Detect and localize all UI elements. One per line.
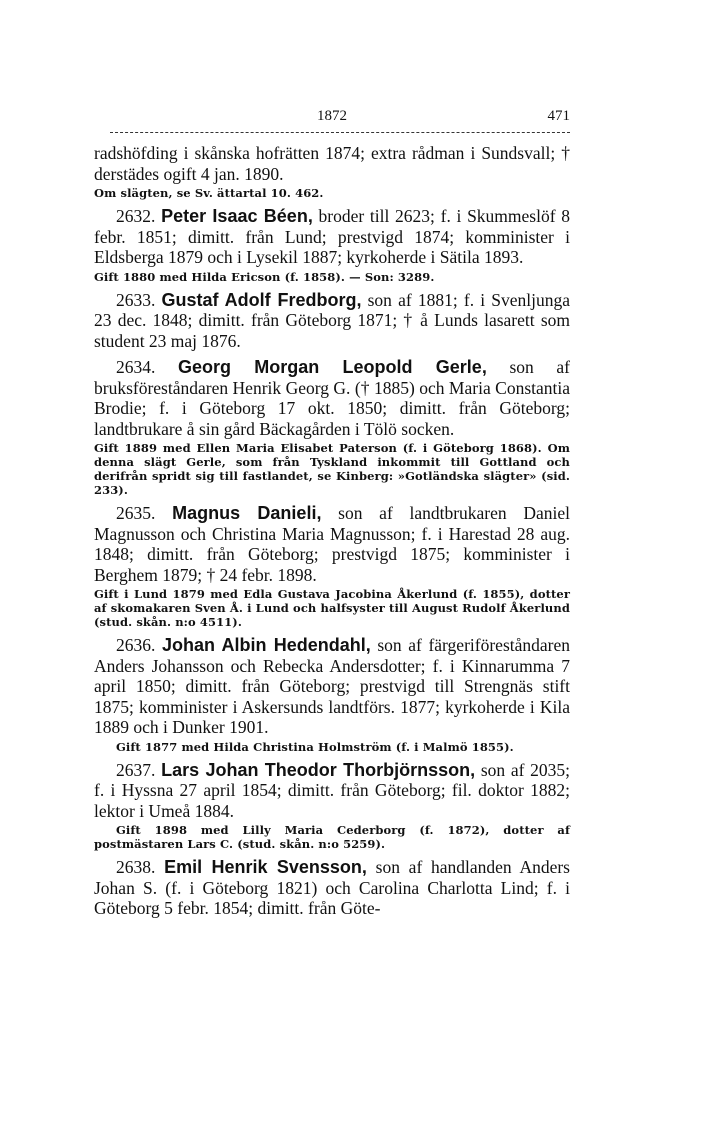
entry-note: Om slägten, se Sv. ättartal 10. 462.: [94, 186, 324, 200]
entry-note: Gift 1877 med Hilda Christina Holmström (f. i Malmö 1855).: [116, 739, 514, 754]
entry-text: 2638. Emil Henrik Svensson, son af handlanden Anders Johan S. (f. i Göteborg 1821) och Carolina Charlotta Lind; f. i Göteborg 5 febr. 1854; dimitt. från Göte-: [94, 857, 570, 918]
entry-note: Gift 1880 med Hilda Ericson (f. 1858). — Son: 3289.: [94, 269, 435, 284]
entry-2636: [94, 635, 570, 754]
entry-2637: [94, 760, 570, 852]
entry-note: Gift i Lund 1879 med Edla Gustava Jacobina Åkerlund (f. 1855), dotter af skomakaren Sven Å. i Lund och halfsyster till August Rudolf Åkerlund (stud. skån. n:o 4511).: [94, 587, 570, 629]
entry-text: 2633. Gustaf Adolf Fredborg, son af 1881; f. i Svenljunga 23 dec. 1848; dimitt. från Göteborg 1871; † å Lunds lasarett som student 23 maj 1876.: [94, 289, 571, 351]
person-name: Emil Henrik Svensson,: [164, 857, 367, 877]
entry-2635: [94, 503, 570, 629]
entry-number: 2632.: [116, 206, 156, 226]
person-name: Magnus Danieli,: [172, 503, 322, 523]
entry-2634: [94, 357, 570, 497]
entry-text: 2634. Georg Morgan Leopold Gerle, son af bruksföreståndaren Henrik Georg G. († 1885) och Maria Constantia Brodie; f. i Göteborg 17 okt. 1850; dimitt. från Göteborg; landtbrukare å sin gård Bäckagården i Tölö socken.: [94, 357, 571, 439]
header-year: 1872: [317, 108, 347, 124]
entry-text: 2636. Johan Albin Hedendahl, son af färgeriföreståndaren Anders Johansson och Rebecka Andersdotter; f. i Kinnarumma 7 april 1850; dimitt. från Göteborg; prestvigd till Strengnäs stift 1875; komminister i Askersunds landtförs. 1877; kyrkoherde i Kila 1889 och i Dunker 1901.: [94, 635, 570, 737]
entry-continued: [94, 143, 570, 200]
entry-number: 2635.: [116, 503, 156, 523]
page-body: [94, 143, 570, 925]
entry-number: 2634.: [116, 357, 156, 377]
header-rule: [110, 132, 570, 133]
running-header: [94, 108, 570, 130]
entry-number: 2637.: [116, 759, 156, 780]
entry-number: 2638.: [116, 857, 156, 877]
entry-text: 2637. Lars Johan Theodor Thorbjörnsson, son af 2035; f. i Hyssna 27 april 1854; dimitt. från Göteborg; fil. doktor 1882; lektor i Umeå 1884.: [94, 759, 570, 821]
entry-2633: [94, 290, 570, 352]
person-name: Georg Morgan Leopold Gerle,: [178, 357, 487, 377]
entry-2632: [94, 206, 570, 284]
person-name: Gustaf Adolf Fredborg,: [161, 289, 362, 310]
person-name: Johan Albin Hedendahl,: [161, 635, 371, 655]
entry-2638: [94, 857, 570, 919]
entry-text: 2632. Peter Isaac Béen, broder till 2623; f. i Skummeslöf 8 febr. 1851; dimitt. från Lund; prestvigd 1874; komminister i Eldsberga 1879 och i Lysekil 1887; kyrkoherde i Sätila 1893.: [94, 206, 570, 267]
entry-note: Gift 1889 med Ellen Maria Elisabet Paterson (f. i Göteborg 1868). Om denna slägt Gerle, som från Tyskland inkommit till Gottland och derifrån spridt sig till fastlandet, se Kinberg: »Gotländska slägter» (sid. 233).: [94, 441, 570, 497]
entry-number: 2633.: [116, 289, 156, 310]
entry-number: 2636.: [116, 635, 156, 655]
entry-text: radshöfding i skånska hofrätten 1874; extra rådman i Sundsvall; † derstädes ogift 4 jan. 1890.: [94, 143, 570, 184]
page-number: 471: [547, 108, 570, 124]
person-name: Peter Isaac Béen,: [161, 206, 313, 226]
person-name: Lars Johan Theodor Thorbjörnsson,: [161, 759, 476, 780]
entry-note: Gift 1898 med Lilly Maria Cederborg (f. 1872), dotter af postmästaren Lars C. (stud. skån. n:o 5259).: [94, 823, 570, 851]
entry-text: 2635. Magnus Danieli, son af landtbrukaren Daniel Magnusson och Christina Maria Magnusson; f. i Harestad 28 aug. 1848; dimitt. från Göteborg; prestvigd 1875; komminister i Berghem 1879; † 24 febr. 1898.: [94, 503, 571, 585]
